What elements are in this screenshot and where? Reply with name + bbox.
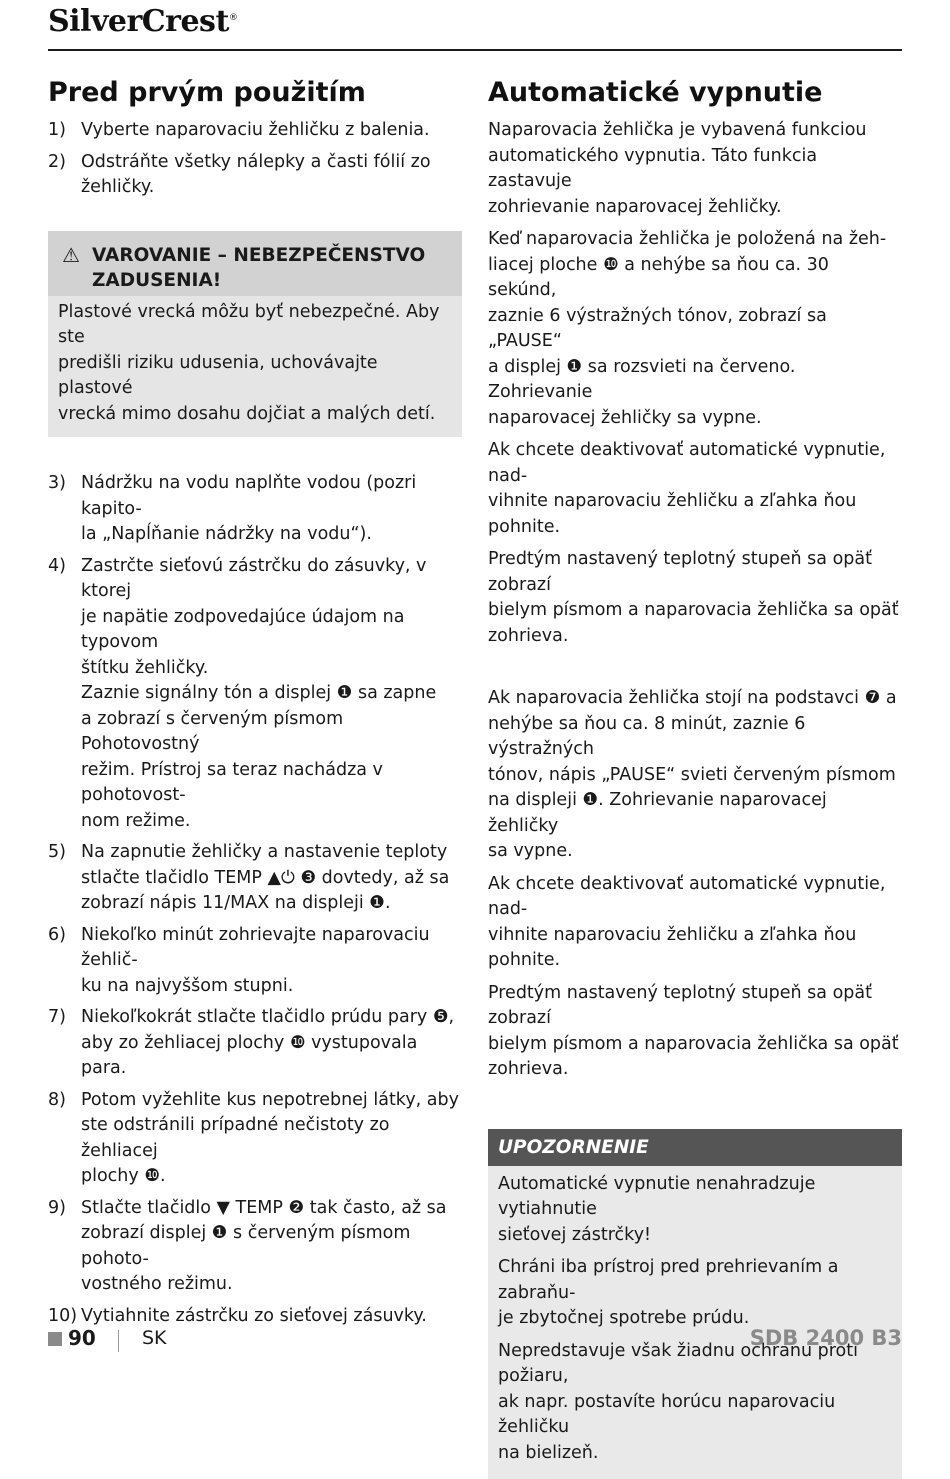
step-number: 7) xyxy=(48,1005,81,1082)
step-text: Vyberte naparovaciu žehličku z balenia. xyxy=(81,118,462,144)
warning-triangle-icon: ⚠ xyxy=(62,243,92,293)
model-number: SDB 2400 B3 xyxy=(750,1326,902,1350)
section-title-first-use: Pred prvým použitím xyxy=(48,76,462,110)
notice-box xyxy=(488,1129,902,1479)
step-item xyxy=(48,118,462,144)
step-item xyxy=(48,1304,462,1330)
paragraph: Predtým nastavený teplotný stupeň sa opäť zobrazí bielym písmom a naparovacia žehlička sa opäť zohrieva. xyxy=(488,547,902,649)
step-text: Odstráňte všetky nálepky a časti fólií zo žehličky. xyxy=(81,150,462,201)
steps-list-a xyxy=(48,118,462,201)
steps-list-b xyxy=(48,471,462,1329)
step-number: 2) xyxy=(48,150,81,201)
paragraph: Naparovacia žehlička je vybavená funkciou automatického vypnutia. Táto funkcia zastavuje zohrievanie naparovacej žehličky. xyxy=(488,118,902,220)
step-text: Stlačte tlačidlo ▼ TEMP ❷ tak často, až sa zobrazí displej ❶ s červeným písmom pohoto- vostného režimu. xyxy=(81,1196,462,1298)
warning-header xyxy=(48,231,462,296)
auto-off-paragraphs-b xyxy=(488,686,902,1083)
step-number: 3) xyxy=(48,471,81,548)
step-number: 9) xyxy=(48,1196,81,1298)
step-number: 6) xyxy=(48,923,81,1000)
step-text: Vytiahnite zástrčku zo sieťovej zásuvky. xyxy=(81,1304,462,1330)
step-text: Na zapnutie žehličky a nastavenie teploty stlačte tlačidlo TEMP ▲⏻ ❸ dovtedy, až sa zobrazí nápis 11/MAX na displeji ❶. xyxy=(81,840,462,917)
paragraph: Automatické vypnutie nenahradzuje vytiahnutie sieťovej zástrčky! xyxy=(498,1172,892,1249)
step-item xyxy=(48,923,462,1000)
step-text: Nádržku na vodu naplňte vodou (pozri kapito- la „Napĺňanie nádržky na vodu“). xyxy=(81,471,462,548)
step-item xyxy=(48,1196,462,1298)
language-code: SK xyxy=(142,1327,167,1349)
step-item xyxy=(48,1005,462,1082)
header-rule xyxy=(48,49,902,51)
paragraph: Ak chcete deaktivovať automatické vypnutie, nad- vihnite naparovaciu žehličku a zľahka ňou pohnite. xyxy=(488,872,902,974)
step-text: Potom vyžehlite kus nepotrebnej látky, aby ste odstránili prípadné nečistoty zo žehliacej plochy ❿. xyxy=(81,1088,462,1190)
page-number: 90 xyxy=(68,1326,96,1350)
paragraph: Chráni iba prístroj pred prehrievaním a zabraňu- je zbytočnej spotrebe prúdu. xyxy=(498,1255,892,1332)
notice-title: UPOZORNENIE xyxy=(488,1129,902,1166)
step-item xyxy=(48,471,462,548)
step-item xyxy=(48,1088,462,1190)
left-column xyxy=(48,76,462,1335)
step-number: 8) xyxy=(48,1088,81,1190)
warning-box xyxy=(48,231,462,438)
auto-off-paragraphs-a xyxy=(488,118,902,649)
step-text: Zastrčte sieťovú zástrčku do zásuvky, v ktorej je napätie zodpovedajúce údajom na typovom štítku žehličky. Zaznie signálny tón a displej ❶ sa zapne a zobrazí s červeným písmom Pohotovostný režim. Prístroj sa teraz nachádza v pohotovost- nom režime. xyxy=(81,554,462,835)
step-item xyxy=(48,554,462,835)
registered-mark: ® xyxy=(229,13,238,23)
step-number: 1) xyxy=(48,118,81,144)
brand-logo xyxy=(48,4,237,39)
step-item xyxy=(48,840,462,917)
step-number: 4) xyxy=(48,554,81,835)
step-number: 5) xyxy=(48,840,81,917)
paragraph: Keď naparovacia žehlička je položená na žeh- liacej ploche ❿ a nehýbe sa ňou ca. 30 sekúnd, zaznie 6 výstražných tónov, zobrazí sa „PAUSE“ a displej ❶ sa rozsvieti na červeno. Zohrievanie naparovacej žehličky sa vypne. xyxy=(488,227,902,431)
right-column xyxy=(488,76,902,1479)
warning-title: VAROVANIE – NEBEZPEČENSTVO ZADUSENIA! xyxy=(92,243,452,293)
notice-body xyxy=(488,1166,902,1479)
footer-square-marker xyxy=(48,1332,62,1346)
paragraph: Predtým nastavený teplotný stupeň sa opäť zobrazí bielym písmom a naparovacia žehlička sa opäť zohrieva. xyxy=(488,981,902,1083)
paragraph-gap xyxy=(488,656,902,686)
section-title-auto-off: Automatické vypnutie xyxy=(488,76,902,110)
footer-separator xyxy=(118,1330,119,1352)
step-text: Niekoľkokrát stlačte tlačidlo prúdu pary ❺, aby zo žehliacej plochy ❿ vystupovala para. xyxy=(81,1005,462,1082)
step-text: Niekoľko minút zohrievajte naparovaciu žehlič- ku na najvyššom stupni. xyxy=(81,923,462,1000)
warning-text: Plastové vrecká môžu byť nebezpečné. Aby ste predišli riziku udusenia, uchovávajte plastové vrecká mimo dosahu dojčiat a malých detí. xyxy=(48,296,462,438)
step-number: 10) xyxy=(48,1304,81,1330)
paragraph: Ak naparovacia žehlička stojí na podstavci ❼ a nehýbe sa ňou ca. 8 minút, zaznie 6 výstražných tónov, nápis „PAUSE“ svieti červeným písmom na displeji ❶. Zohrievanie naparovacej žehličky sa vypne. xyxy=(488,686,902,865)
paragraph: Nepredstavuje však žiadnu ochranu proti požiaru, ak napr. postavíte horúcu naparovaciu žehličku na bielizeň. xyxy=(498,1339,892,1467)
paragraph: Ak chcete deaktivovať automatické vypnutie, nad- vihnite naparovaciu žehličku a zľahka ňou pohnite. xyxy=(488,438,902,540)
step-item xyxy=(48,150,462,201)
brand-name: SilverCrest xyxy=(48,4,229,39)
